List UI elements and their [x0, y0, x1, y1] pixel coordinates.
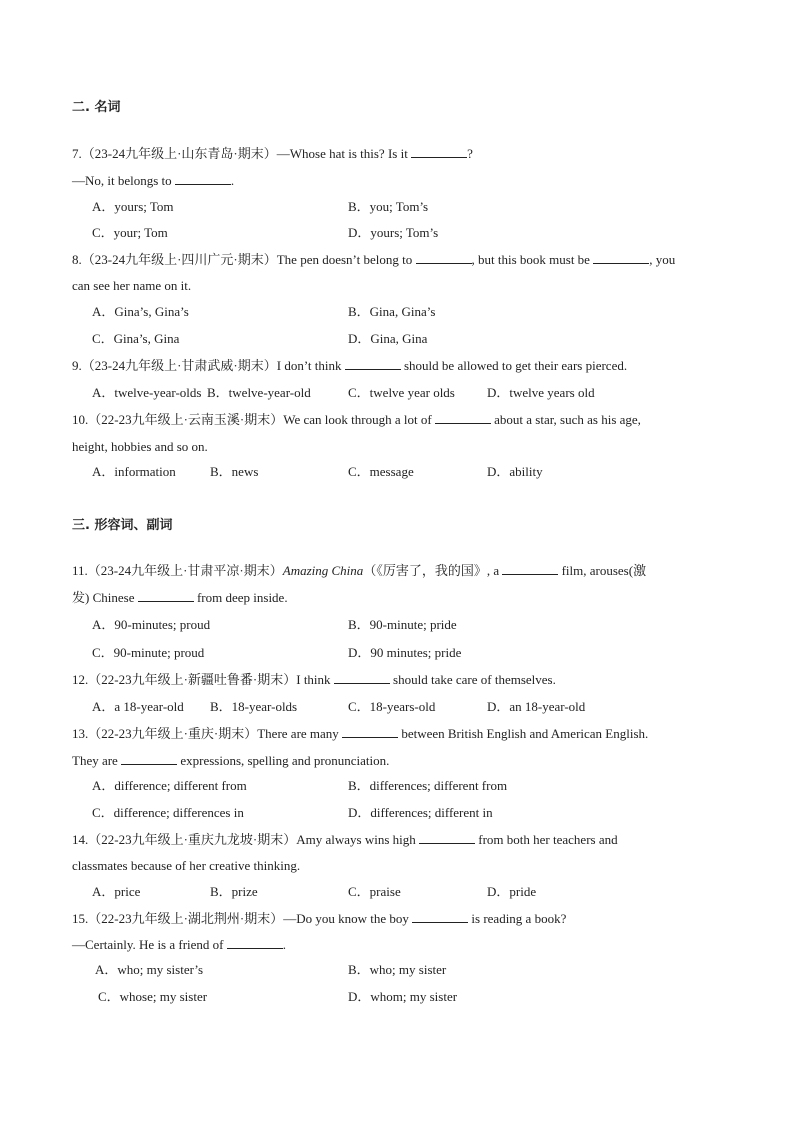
option-a: A．yours; Tom [92, 199, 174, 214]
question-text: , you [649, 252, 676, 267]
question-text: 10.（22-23九年级上·云南玉溪·期末）We can look through a lot of [72, 412, 435, 427]
question-text: 8.（23-24九年级上·四川广元·期末）The pen doesn’t belong to [72, 252, 416, 267]
question-text: 7.（23-24九年级上·山东青岛·期末）—Whose hat is this? Is it [72, 146, 412, 161]
option-c: C．difference; differences in [92, 805, 244, 820]
section-heading-adjectives-adverbs: 三. 形容词、副词 [72, 518, 173, 533]
question-text: （《厉害了，我的国》, a [363, 563, 503, 578]
question-7-line-1 [72, 146, 473, 162]
question-text: —No, it belongs to [72, 173, 175, 188]
option-b: B．differences; different from [348, 778, 508, 793]
option-b: B．prize [210, 884, 258, 899]
question-9-line-1 [72, 358, 627, 374]
answer-blank [227, 937, 283, 949]
question-text: 13.（22-23九年级上·重庆·期末）There are many [72, 726, 343, 741]
option-c: C．90-minute; proud [92, 645, 205, 660]
answer-blank [121, 753, 177, 765]
option-d: D．whom; my sister [348, 989, 458, 1004]
question-text: from deep inside. [193, 590, 288, 605]
question-8-line-2 [72, 278, 191, 294]
option-a: A．who; my sister’s [95, 962, 204, 977]
option-d: D．Gina, Gina [348, 331, 428, 346]
question-text: 14.（22-23九年级上·重庆九龙坡·期末）Amy always wins high [72, 832, 420, 847]
option-d: D．twelve years old [487, 385, 595, 400]
option-a: A．information [92, 464, 176, 479]
question-text: . [282, 937, 286, 952]
option-a: A．price [92, 884, 141, 899]
option-b: B．news [210, 464, 259, 479]
question-8-line-1 [72, 252, 675, 268]
option-d: D．yours; Tom’s [348, 225, 439, 240]
film-title: Amazing China [282, 563, 364, 578]
option-d: D．ability [487, 464, 543, 479]
option-a: A．Gina’s, Gina’s [92, 304, 189, 319]
answer-blank [412, 911, 468, 923]
question-13-line-1 [72, 726, 648, 742]
question-text: expressions, spelling and pronunciation. [177, 753, 390, 768]
option-c: C．your; Tom [92, 225, 168, 240]
question-7-line-2 [72, 173, 234, 189]
question-text: can see her name on it. [72, 278, 192, 293]
answer-blank [502, 563, 558, 575]
question-text: —Certainly. He is a friend of [72, 937, 227, 952]
question-text: about a star, such as his age, [490, 412, 641, 427]
question-14-line-2 [72, 858, 300, 874]
option-a: A．a 18-year-old [92, 699, 184, 714]
answer-blank [345, 358, 401, 370]
question-11-line-2 [72, 590, 288, 606]
option-b: B．18-year-olds [210, 699, 298, 714]
question-text: classmates because of her creative thinking. [72, 858, 301, 873]
option-c: C．whose; my sister [98, 989, 208, 1004]
question-text: film, arouses(激 [558, 563, 647, 578]
question-text: between British English and American English. [398, 726, 649, 741]
question-12-line-1 [72, 672, 556, 688]
answer-blank [593, 252, 649, 264]
question-10-line-1 [72, 412, 641, 428]
question-text: , but this book must be [471, 252, 594, 267]
question-text: is reading a book? [468, 911, 567, 926]
question-10-line-2 [72, 439, 208, 455]
question-14-line-1 [72, 832, 618, 848]
option-b: B．you; Tom’s [348, 199, 429, 214]
question-text: from both her teachers and [475, 832, 618, 847]
answer-blank [435, 412, 491, 424]
option-c: C．18-years-old [348, 699, 436, 714]
option-b: B．twelve-year-old [207, 385, 311, 400]
answer-blank [138, 590, 194, 602]
answer-blank [342, 726, 398, 738]
option-a: A．difference; different from [92, 778, 247, 793]
answer-blank [419, 832, 475, 844]
answer-blank [334, 672, 390, 684]
question-text: should take care of themselves. [389, 672, 556, 687]
answer-blank [175, 173, 231, 185]
answer-blank [416, 252, 472, 264]
option-d: D．differences; different in [348, 805, 493, 820]
question-text: should be allowed to get their ears pierced. [400, 358, 628, 373]
question-text: 15.（22-23九年级上·湖北荆州·期末）—Do you know the boy [72, 911, 413, 926]
question-text: 9.（23-24九年级上·甘肃武威·期末）I don’t think [72, 358, 345, 373]
option-c: C．Gina’s, Gina [92, 331, 180, 346]
option-a: A．twelve-year-olds [92, 385, 202, 400]
option-d: D．90 minutes; pride [348, 645, 462, 660]
question-15-line-1 [72, 911, 566, 927]
question-15-line-2 [72, 937, 286, 953]
question-text: height, hobbies and so on. [72, 439, 208, 454]
option-c: C．twelve year olds [348, 385, 455, 400]
option-d: D．an 18-year-old [487, 699, 586, 714]
answer-blank [411, 146, 467, 158]
question-13-line-2 [72, 753, 389, 769]
option-a: A．90-minutes; proud [92, 617, 211, 632]
question-text: 12.（22-23九年级上·新疆吐鲁番·期末）I think [72, 672, 334, 687]
question-text: ? [467, 146, 473, 161]
section-heading-nouns: 二. 名词 [72, 100, 121, 115]
question-text: . [230, 173, 235, 188]
question-11-line-1 [72, 563, 646, 579]
question-text: 发) Chinese [72, 590, 138, 605]
option-d: D．pride [487, 884, 537, 899]
option-c: C．praise [348, 884, 401, 899]
option-b: B．who; my sister [348, 962, 447, 977]
option-b: B．Gina, Gina’s [348, 304, 436, 319]
question-text: They are [72, 753, 122, 768]
option-b: B．90-minute; pride [348, 617, 457, 632]
option-c: C．message [348, 464, 414, 479]
question-text: 11.（23-24九年级上·甘肃平凉·期末） [72, 563, 283, 578]
